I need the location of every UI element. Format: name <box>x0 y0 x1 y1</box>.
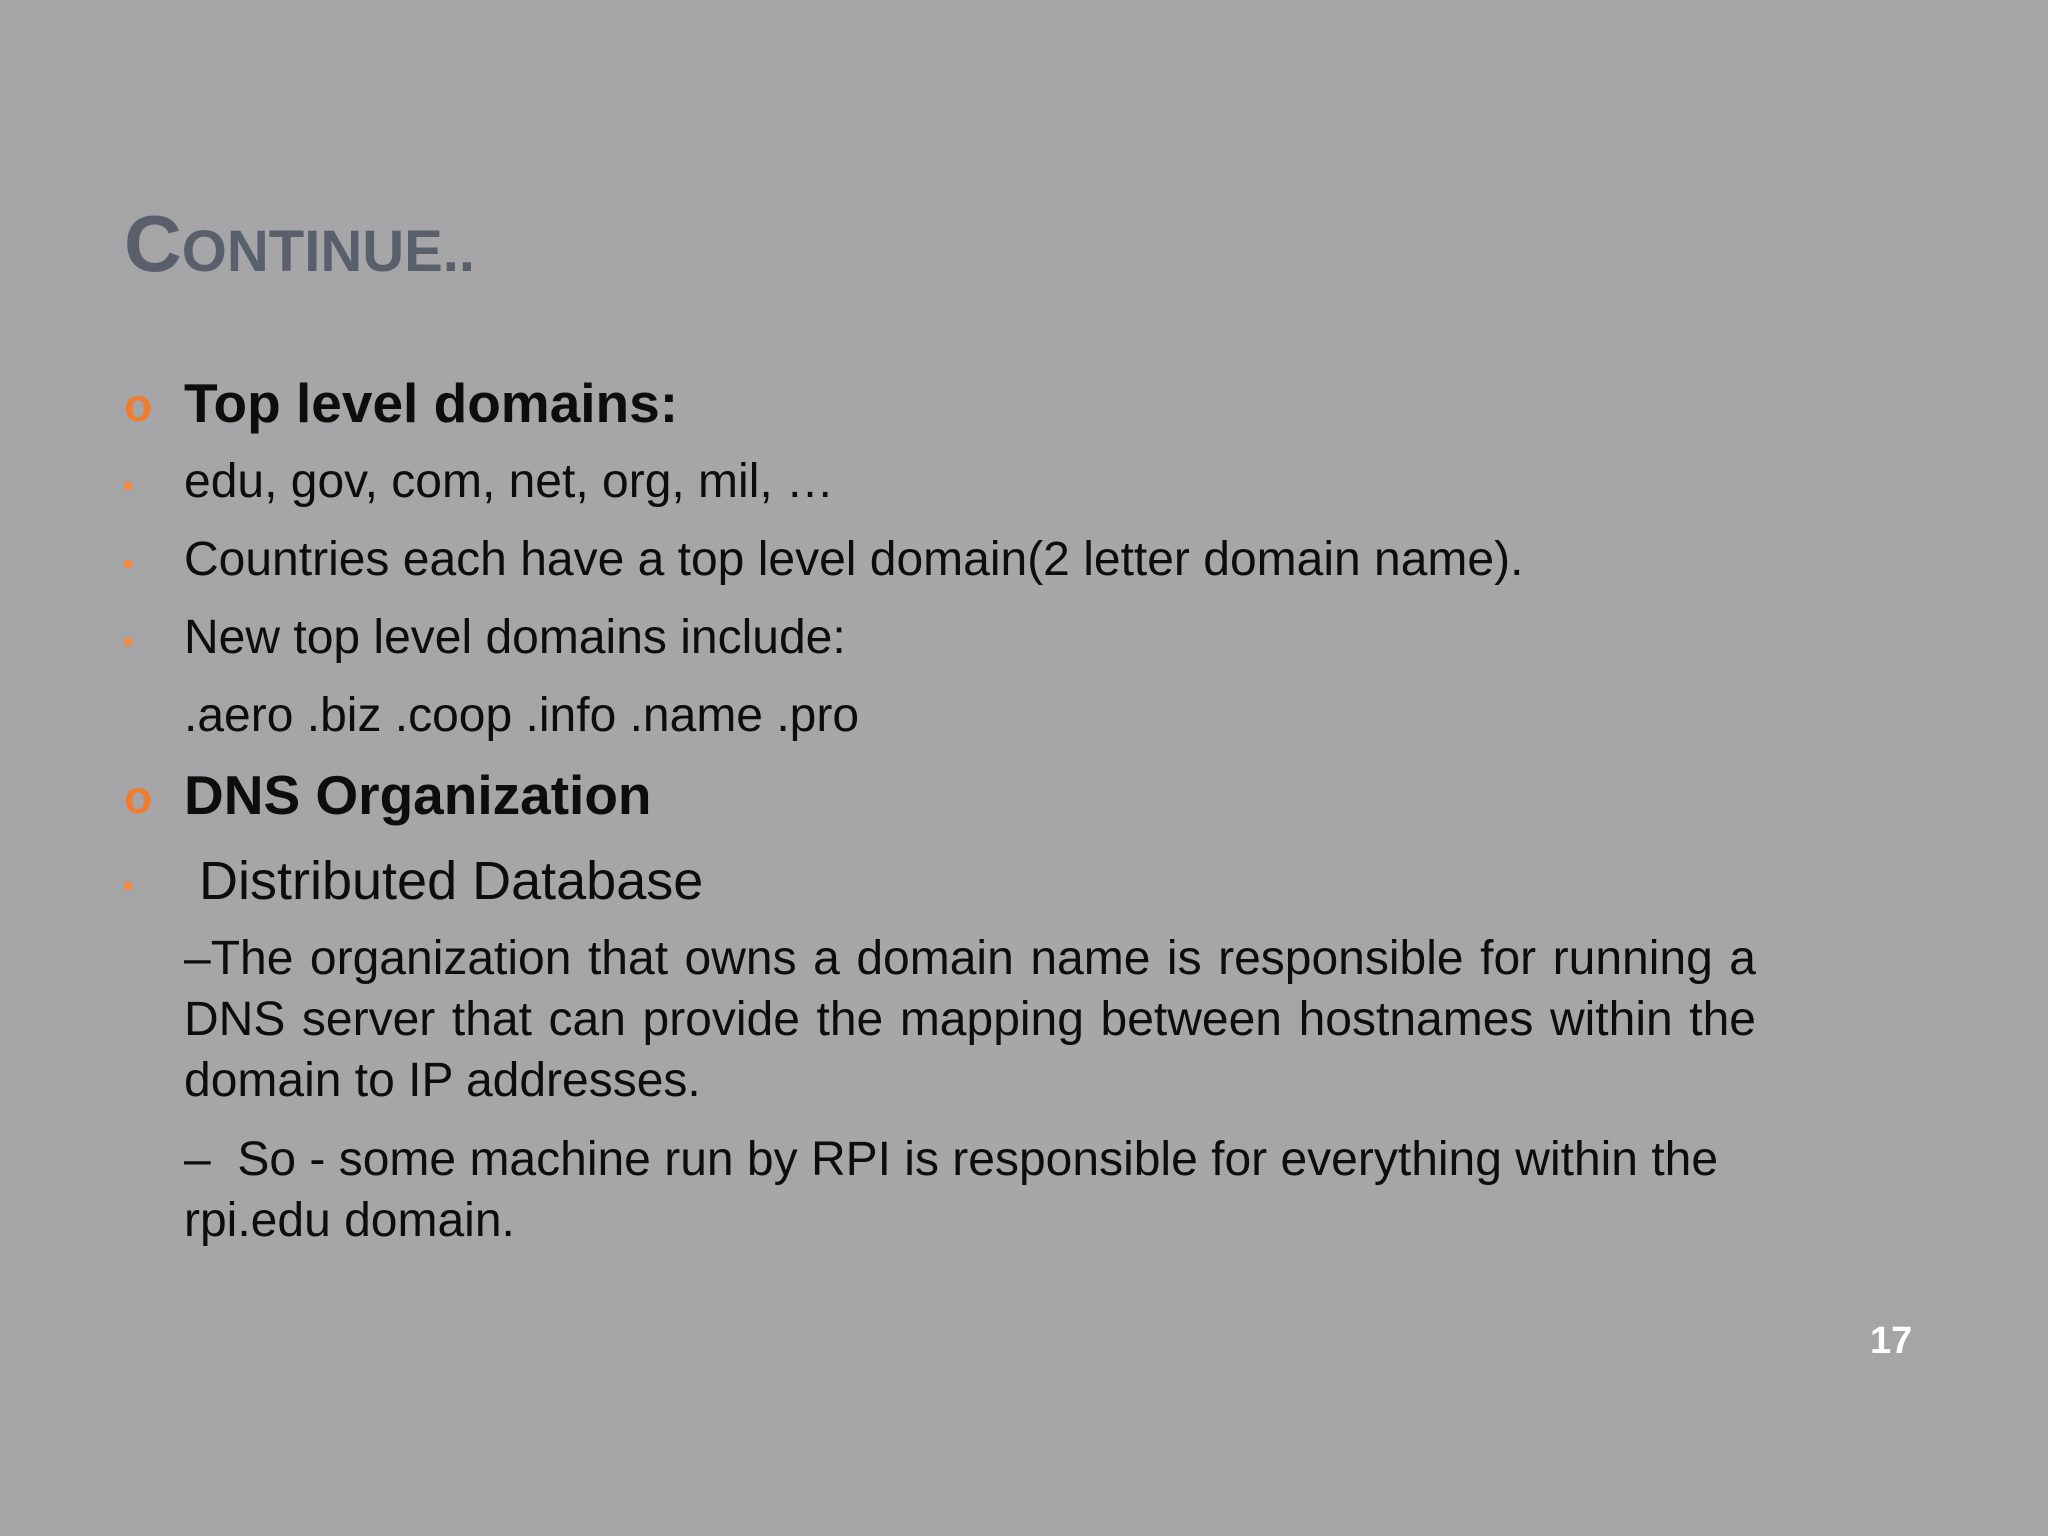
heading-text: DNS Organization <box>184 764 652 826</box>
bullet-heading-top-level-domains <box>124 370 1764 436</box>
slide-title-initial: C <box>124 199 182 288</box>
list-item <box>124 848 1764 914</box>
page-number: 17 <box>1870 1320 1913 1362</box>
bullet-heading-dns-organization <box>124 762 1764 828</box>
list-item-text: .aero .biz .coop .info .name .pro <box>184 689 860 742</box>
square-bullet-icon <box>124 638 132 646</box>
list-item <box>124 530 1764 590</box>
list-item-text: Countries each have a top level domain(2 letter domain name). <box>184 533 1524 586</box>
slide-title <box>124 199 476 292</box>
list-item <box>124 452 1764 512</box>
list-item-text: Distributed Database <box>184 851 704 911</box>
orange-circle-bullet-icon: o <box>124 379 153 431</box>
slide-content <box>124 370 1764 1251</box>
slide-title-rest: ONTINUE.. <box>181 219 476 284</box>
paragraph: – So - some machine run by RPI is responsible for everything within the rpi.edu domain. <box>184 1133 1732 1247</box>
heading-text: Top level domains: <box>184 372 679 434</box>
list-item <box>124 608 1764 668</box>
square-bullet-icon <box>124 560 132 568</box>
list-item-continuation <box>124 686 1764 746</box>
paragraph: –The organization that owns a domain name is responsible for running a DNS server that can provide the mapping between hostnames within the domain to IP addresses. <box>184 932 1756 1107</box>
orange-circle-bullet-icon: o <box>124 771 153 823</box>
list-item-text: edu, gov, com, net, org, mil, … <box>184 455 835 508</box>
square-bullet-icon <box>124 482 132 490</box>
list-item-text: New top level domains include: <box>184 611 846 664</box>
square-bullet-icon <box>124 882 132 890</box>
